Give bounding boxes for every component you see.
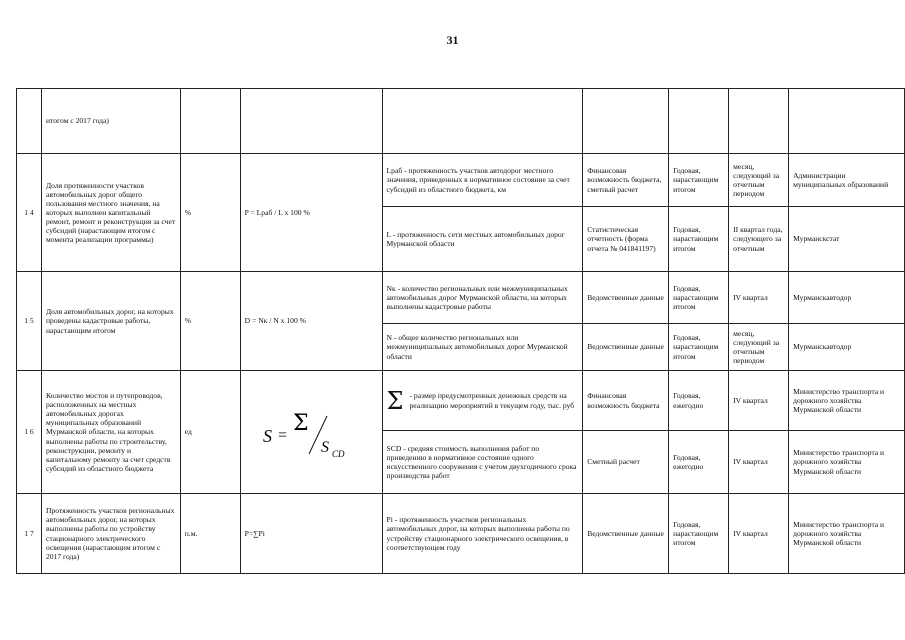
unit: % [180, 272, 240, 371]
row-number: 1 5 [17, 272, 42, 371]
data-source: Ведомственные данные [583, 324, 669, 371]
variable-description: SCD - средняя стоимость выполнения работ по приведению в нормативное состояние одного искусственного сооружения с учетом двухгодичного срока производства работ [382, 431, 583, 494]
data-source: Финансовая возможность бюджета, сметный расчет [583, 154, 669, 207]
unit: ед [180, 371, 240, 494]
responsible: Министерство транспорта и дорожного хозяйства Мурманской области [789, 431, 905, 494]
responsible: Министерство транспорта и дорожного хозяйства Мурманской области [789, 371, 905, 431]
formula: P = Lраб / L x 100 % [240, 154, 382, 272]
formula-s [245, 402, 378, 462]
responsible: Министерство транспорта и дорожного хозяйства Мурманской области [789, 494, 905, 574]
frequency: Годовая, нарастающим итогом [669, 324, 729, 371]
variable-description: Nк - количество региональных или межмуниципальных автомобильных дорог Мурманской области, на которых выполнены кадастровые работы [382, 272, 583, 324]
variable-description: L - протяженность сети местных автомобильных дорог Мурманской области [382, 207, 583, 272]
formula: D = Nк / N x 100 % [240, 272, 382, 371]
unit: % [180, 154, 240, 272]
table-row-continuation [17, 89, 905, 154]
indicator-name: Количество мостов и путепроводов, расположенных на местных автомобильных дорогах муниципальных образований Мурманской области, на которых выполнены работы по строительству, реконструкции, ремонту и капитальному ремонту за счет средств субсидий из областного бюджета [41, 371, 180, 494]
data-source: Ведомственные данные [583, 494, 669, 574]
reporting-period: месяц, следующий за отчетным периодом [729, 154, 789, 207]
responsible: Мурманскстат [789, 207, 905, 272]
data-source: Финансовая возможность бюджета [583, 371, 669, 431]
variable-description: Pi - протяженность участков региональных автомобильных дорог, на которых выполнены работы по устройству стационарного электрического освещения, в соответствующем году [382, 494, 583, 574]
row-number: 1 6 [17, 371, 42, 494]
formula [240, 371, 382, 494]
table-row [17, 154, 905, 207]
frequency: Годовая, нарастающим итогом [669, 494, 729, 574]
sigma-symbol: Σ [386, 386, 404, 415]
reporting-period: IV квартал [729, 272, 789, 324]
data-source: Статистическая отчетность (форма отчета № 041841197) [583, 207, 669, 272]
variable-description [382, 371, 583, 431]
formula: P=∑Pi [240, 494, 382, 574]
indicator-name: Протяженность участков региональных автомобильных дорог, на которых выполнены работы по устройству стационарного электрического освещения (нарастающим итогом с 2017 года) [41, 494, 180, 574]
variable-description: Lраб - протяженность участков автодорог местного значения, приведенных в нормативное состояние за счет субсидий из областного бюджета, км [382, 154, 583, 207]
reporting-period: IV квартал [729, 371, 789, 431]
svg-text:S: S [263, 426, 273, 446]
indicators-table [16, 88, 905, 574]
data-source: Ведомственные данные [583, 272, 669, 324]
indicator-name: Доля протяженности участков автомобильных дорог общего пользования местного значения, на которых выполнен капитальный ремонт, ремонт и реконструкция за счет субсидий (нарастающим итогом с момента реализации программы) [41, 154, 180, 272]
reporting-period: IV квартал [729, 431, 789, 494]
svg-text:CD: CD [332, 449, 345, 459]
table-row [17, 494, 905, 574]
page-number: 31 [446, 33, 459, 47]
reporting-period: II квартал года, следующего за отчетным [729, 207, 789, 272]
row-number: 1 4 [17, 154, 42, 272]
indicator-name: Доля автомобильных дорог, на которых проведены кадастровые работы, нарастающим итогом [41, 272, 180, 371]
unit: п.м. [180, 494, 240, 574]
indicator-name: итогом с 2017 года) [41, 89, 180, 154]
variable-description-text: - размер предусмотренных денежных средств на реализацию мероприятий в текущем году, тыс. руб [409, 391, 575, 410]
svg-text:=: = [278, 427, 288, 444]
responsible: Мурманскавтодор [789, 324, 905, 371]
svg-text:S: S [321, 439, 330, 456]
row-number: 1 7 [17, 494, 42, 574]
table-row [17, 272, 905, 324]
variable-description: N - общее количество региональных или межмуниципальных автомобильных дорог Мурманской области [382, 324, 583, 371]
frequency: Годовая, ежегодно [669, 431, 729, 494]
frequency: Годовая, нарастающим итогом [669, 154, 729, 207]
responsible: Администрации муниципальных образований [789, 154, 905, 207]
reporting-period: месяц, следующий за отчетным периодом [729, 324, 789, 371]
frequency: Годовая, ежегодно [669, 371, 729, 431]
formula-s-graphic [261, 402, 361, 462]
frequency: Годовая, нарастающим итогом [669, 272, 729, 324]
reporting-period: IV квартал [729, 494, 789, 574]
table-row [17, 371, 905, 431]
data-source: Сметный расчет [583, 431, 669, 494]
svg-text:Σ: Σ [293, 411, 309, 436]
frequency: Годовая, нарастающим итогом [669, 207, 729, 272]
responsible: Мурманскавтодор [789, 272, 905, 324]
